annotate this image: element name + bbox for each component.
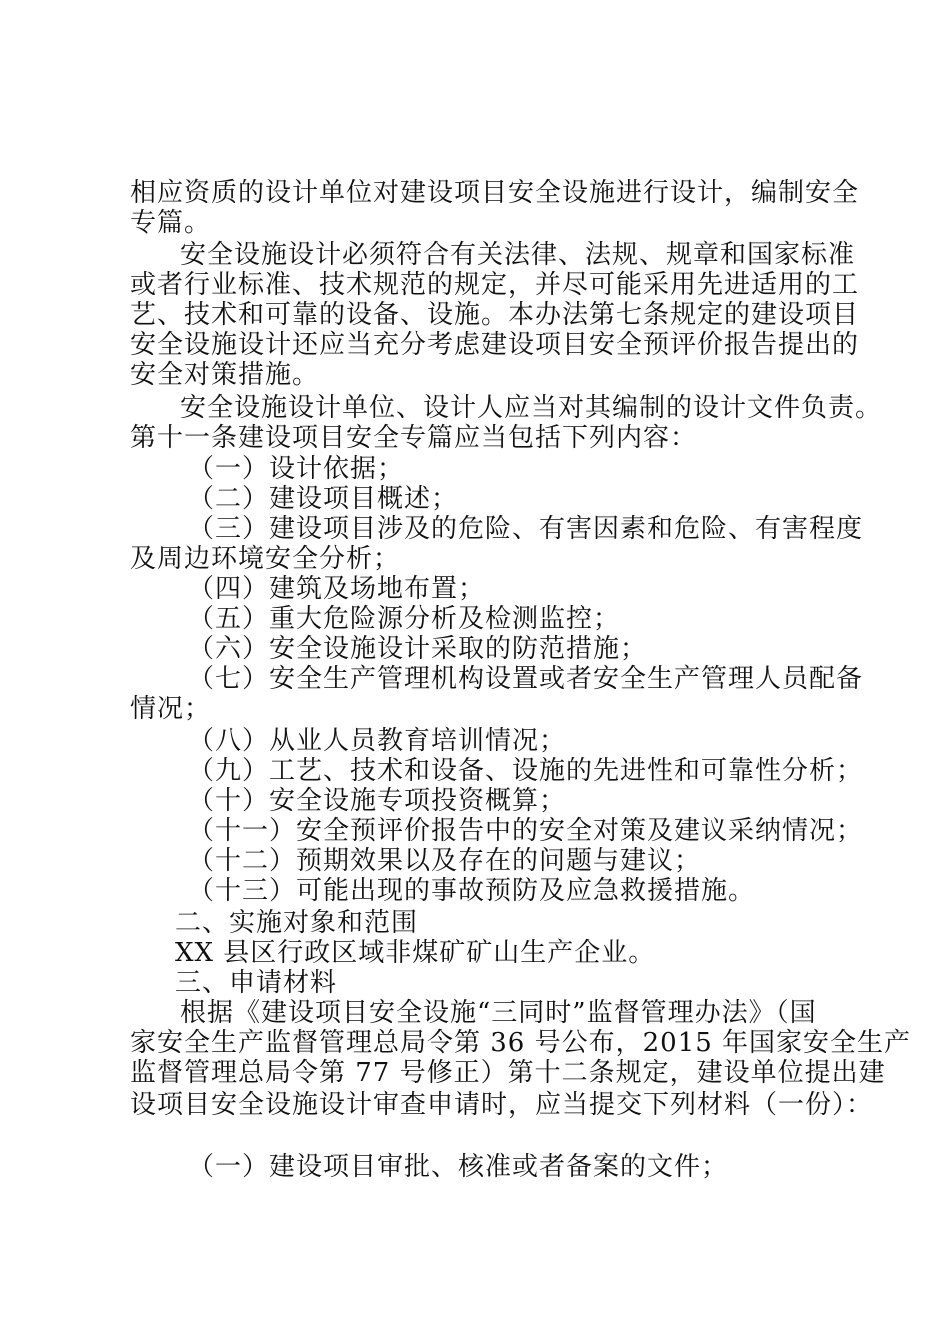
section-heading: 三、申请材料 — [175, 968, 338, 998]
list-item: （八）从业人员教育培训情况； — [188, 726, 567, 756]
paragraph-line: 专篇。 — [130, 208, 212, 238]
list-item: （三）建设项目涉及的危险、有害因素和危险、有害程度 — [188, 514, 864, 544]
section-heading: 二、实施对象和范围 — [175, 908, 419, 938]
list-item-continuation: 及周边环境安全分析； — [130, 544, 401, 574]
paragraph-line: 设项目安全设施设计审查申请时，应当提交下列材料（一份）： — [130, 1090, 874, 1120]
list-item: （四）建筑及场地布置； — [188, 574, 486, 604]
list-item: （一）建设项目审批、核准或者备案的文件； — [188, 1152, 729, 1182]
list-item-continuation: 情况； — [130, 694, 212, 724]
paragraph-line: 艺、技术和可靠的设备、设施。本办法第七条规定的建设项目 — [130, 300, 860, 330]
list-item: （一）设计依据； — [188, 454, 405, 484]
list-item: （二）建设项目概述； — [188, 484, 459, 514]
paragraph-line: 安全设施设计单位、设计人应当对其编制的设计文件负责。 — [180, 393, 883, 423]
paragraph-line: XX 县区行政区域非煤矿矿山生产企业。 — [175, 938, 656, 968]
paragraph-line: 家安全生产监督管理总局令第 36 号公布，2015 年国家安全生产 — [130, 1028, 912, 1058]
list-item: （七）安全生产管理机构设置或者安全生产管理人员配备 — [188, 664, 864, 694]
paragraph-line: 安全对策措施。 — [130, 360, 320, 390]
paragraph-line: 安全设施设计必须符合有关法律、法规、规章和国家标准 — [180, 240, 856, 270]
paragraph-line: 相应资质的设计单位对建设项目安全设施进行设计，编制安全 — [130, 178, 860, 208]
paragraph-line: 根据《建设项目安全设施“三同时”监督管理办法》（国 — [180, 998, 817, 1028]
paragraph-line: 或者行业标准、技术规范的规定，并尽可能采用先进适用的工 — [130, 270, 860, 300]
list-item: （十一）安全预评价报告中的安全对策及建议采纳情况； — [188, 816, 864, 846]
section-heading: 第十一条建设项目安全专篇应当包括下列内容： — [130, 423, 698, 453]
list-item: （十二）预期效果以及存在的问题与建议； — [188, 846, 702, 876]
list-item: （九）工艺、技术和设备、设施的先进性和可靠性分析； — [188, 756, 864, 786]
list-item: （六）安全设施设计采取的防范措施； — [188, 634, 648, 664]
list-item: （五）重大危险源分析及检测监控； — [188, 604, 621, 634]
list-item: （十）安全设施专项投资概算； — [188, 786, 567, 816]
paragraph-line: 安全设施设计还应当充分考虑建设项目安全预评价报告提出的 — [130, 330, 860, 360]
paragraph-line: 监督管理总局令第 77 号修正）第十二条规定，建设单位提出建 — [130, 1058, 886, 1088]
list-item: （十三）可能出现的事故预防及应急救援措施。 — [188, 876, 756, 906]
